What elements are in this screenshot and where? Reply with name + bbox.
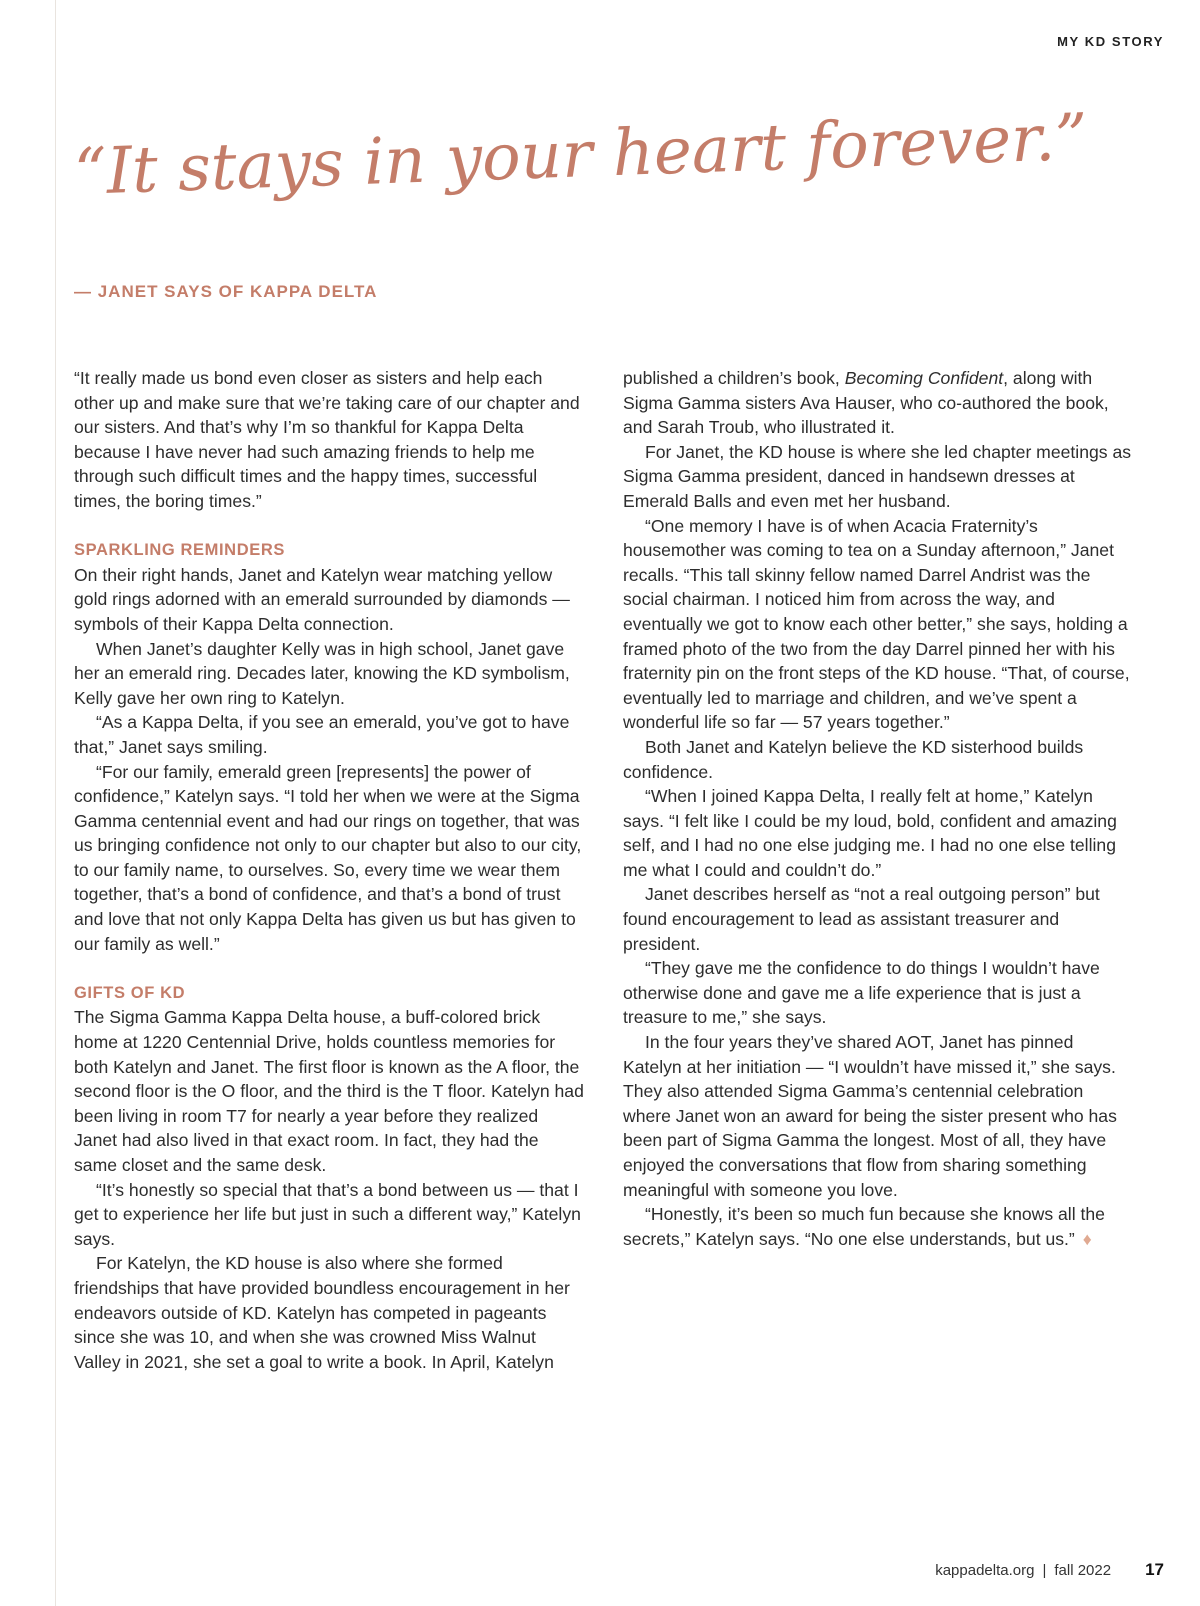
paragraph: When Janet’s daughter Kelly was in high school, Janet gave her an emerald ring. Decades later, knowing the KD symbolism, Kelly gave her own ring to Katelyn. [74, 638, 570, 708]
paragraph: “They gave me the confidence to do things I wouldn’t have otherwise done and gave me a life experience that is just a treasure to me,” she says. [623, 958, 1100, 1028]
paragraph: For Katelyn, the KD house is also where she formed friendships that have provided boundless encouragement in her endeavors outside of KD. Katelyn has competed in pageants since she was 10, and when she was crowned Miss Walnut Valley in 2021, she set a goal to write a book. In April, Katelyn [74, 1253, 570, 1372]
page-gutter-line [55, 0, 56, 1606]
paragraph: The Sigma Gamma Kappa Delta house, a buff-colored brick home at 1220 Centennial Drive, holds countless memories for both Katelyn and Janet. The first floor is known as the A floor, the second floor is the O floor, and the third is the T floor. Katelyn had been living in room T7 for nearly a year before they realized Janet had also lived in that exact room. In fact, they had the same closet and the same desk. [74, 1007, 584, 1175]
article-column-left [74, 366, 584, 1374]
paragraph: published a children’s book, Becoming Confident, along with Sigma Gamma sisters Ava Hauser, who co-authored the book, and Sarah Troub, who illustrated it. [623, 368, 1109, 438]
page-footer [935, 1560, 1164, 1580]
subhead-gifts-of-kd: GIFTS OF KD [74, 983, 186, 1002]
paragraph: On their right hands, Janet and Katelyn wear matching yellow gold rings adorned with an emerald surrounded by diamonds — symbols of their Kappa Delta connection. [74, 564, 570, 634]
article-column-right [623, 366, 1133, 1251]
paragraph: “It really made us bond even closer as sisters and help each other up and make sure that we’re taking care of our chapter and our sisters. And that’s why I’m so thankful for Kappa Delta because I have never had such amazing friends to help me through such difficult times and the happy times, successful times, the boring times.” [74, 368, 580, 511]
paragraph: “It’s honestly so special that that’s a bond between us — that I get to experience her life but just in such a different way,” Katelyn says. [74, 1179, 581, 1249]
paragraph: “Honestly, it’s been so much fun because she knows all the secrets,” Katelyn says. “No one else understands, but us.” ♦ [623, 1204, 1105, 1249]
section-label: MY KD STORY [1057, 34, 1164, 49]
diamond-end-mark-icon: ♦ [1082, 1228, 1092, 1249]
paragraph: “When I joined Kappa Delta, I really felt at home,” Katelyn says. “I felt like I could be my loud, bold, confident and amazing self, and I had no one else judging me. I had no one else telling me what I could and couldn’t do.” [623, 786, 1117, 880]
paragraph: Both Janet and Katelyn believe the KD sisterhood builds confidence. [623, 736, 1084, 782]
book-title: Becoming Confident [844, 368, 1004, 388]
paragraph: “As a Kappa Delta, if you see an emerald, you’ve got to have that,” Janet says smiling. [74, 712, 570, 757]
paragraph: Janet describes herself as “not a real outgoing person” but found encouragement to lead as assistant treasurer and president. [623, 884, 1100, 954]
footer-separator: | [1042, 1562, 1047, 1579]
paragraph: “For our family, emerald green [represents] the power of confidence,” Katelyn says. “I told her when we were at the Sigma Gamma centennial event and had our rings on together, that was us bringing confidence not only to our chapter but also to our city, to our family name, to ourselves. So, every time we wear them together, that’s a bond of confidence, and that’s a bond of trust and love that not only Kappa Delta has given us but has given to our family as well.” [74, 761, 582, 954]
footer-issue: fall 2022 [1054, 1562, 1112, 1579]
subhead-sparkling-reminders: SPARKLING REMINDERS [74, 541, 285, 560]
page-number: 17 [1145, 1560, 1164, 1579]
footer-site: kappadelta.org [935, 1562, 1035, 1579]
pull-quote: “It stays in your heart forever.” [72, 100, 1089, 210]
paragraph: In the four years they’ve shared AOT, Janet has pinned Katelyn at her initiation — “I wouldn’t have missed it,” she says. They also attended Sigma Gamma’s centennial celebration where Janet won an award for being the sister present who has been part of Sigma Gamma the longest. Most of all, they have enjoyed the conversations that flow from sharing something meaningful with someone you love. [623, 1032, 1117, 1200]
pull-quote-attribution: — JANET SAYS OF KAPPA DELTA [74, 282, 378, 301]
paragraph: “One memory I have is of when Acacia Fraternity’s housemother was coming to tea on a Sunday afternoon,” Janet recalls. “This tall skinny fellow named Darrel Andrist was the social chairman. I noticed him from across the way, and eventually we got to know each other better,” she says, holding a framed photo of the two from the day Darrel pinned her with his fraternity pin on the front steps of the KD house. “That, of course, eventually led to marriage and children, and we’ve spent a wonderful life so far — 57 years together.” [623, 515, 1130, 733]
paragraph: For Janet, the KD house is where she led chapter meetings as Sigma Gamma president, danced in handsewn dresses at Emerald Balls and even met her husband. [623, 441, 1132, 511]
